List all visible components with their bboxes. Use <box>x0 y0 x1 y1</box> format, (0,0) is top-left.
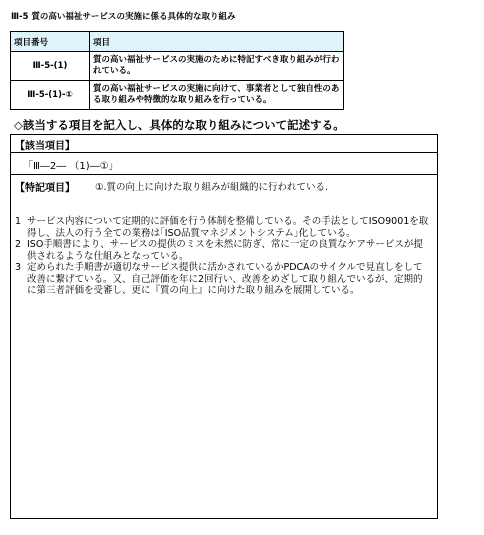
entry-number: 3 <box>15 262 22 273</box>
special-section <box>11 175 437 301</box>
table-row <box>11 52 344 81</box>
table-header-row <box>11 32 344 52</box>
item-table <box>10 31 344 110</box>
special-text: ①.質の向上に向けた取り組みが組織的に行われている. <box>95 182 329 193</box>
special-label: 【特記項目】 <box>15 183 75 194</box>
item-reference: 「Ⅲ―2― （1)―①」 <box>11 153 437 175</box>
entry-text: ISO手順書により、サービスの提供のミスを未然に防ぎ、常に一定の良質なケアサービスが提供されるような仕組みとなっている。 <box>27 239 423 262</box>
column-header-item: 項目 <box>90 32 344 52</box>
item-number: Ⅲ-5-(1)-① <box>11 81 90 110</box>
instruction-text: ◇該当する項目を記入し、具体的な取り組みについて記述する。 <box>14 118 345 132</box>
entry-list <box>15 216 433 297</box>
list-item <box>15 239 433 262</box>
list-item <box>15 262 433 297</box>
section-heading: Ⅲ-5 質の高い福祉サービスの実施に係る具体的な取り組み <box>11 12 236 22</box>
description-box <box>10 134 438 519</box>
entry-number: 2 <box>15 239 22 250</box>
item-text: 質の高い福祉サービスの実施に向けて、事業者として独自性のある取り組みや特徴的な取り組みを行っている。 <box>90 81 344 110</box>
entry-number: 1 <box>15 216 22 227</box>
table-row <box>11 81 344 110</box>
entry-text: サービス内容について定期的に評価を行う体制を整備している。その手法としてISO9001を取得し、法人の行う全ての業務は｢ISO品質マネジメントシステム｣化している。 <box>27 216 429 239</box>
special-title-row <box>15 179 433 194</box>
item-number: Ⅲ-5-(1) <box>11 52 90 81</box>
item-text: 質の高い福祉サービスの実施のために特記すべき取り組みが行われている。 <box>90 52 344 81</box>
entry-text: 定められた手順書が適切なサービス提供に活かされているかPDCAのサイクルで見直しをして改善に繋げている。又、自己評価を年に2回行い、改善をめざして取り組んでいるが、定期的に第三者評価を受審し、更に『質の向上』に向けた取り組みを展開している。 <box>27 262 423 296</box>
list-item <box>15 216 433 239</box>
item-label: 【該当項目】 <box>11 135 437 153</box>
column-header-number: 項目番号 <box>11 32 90 52</box>
